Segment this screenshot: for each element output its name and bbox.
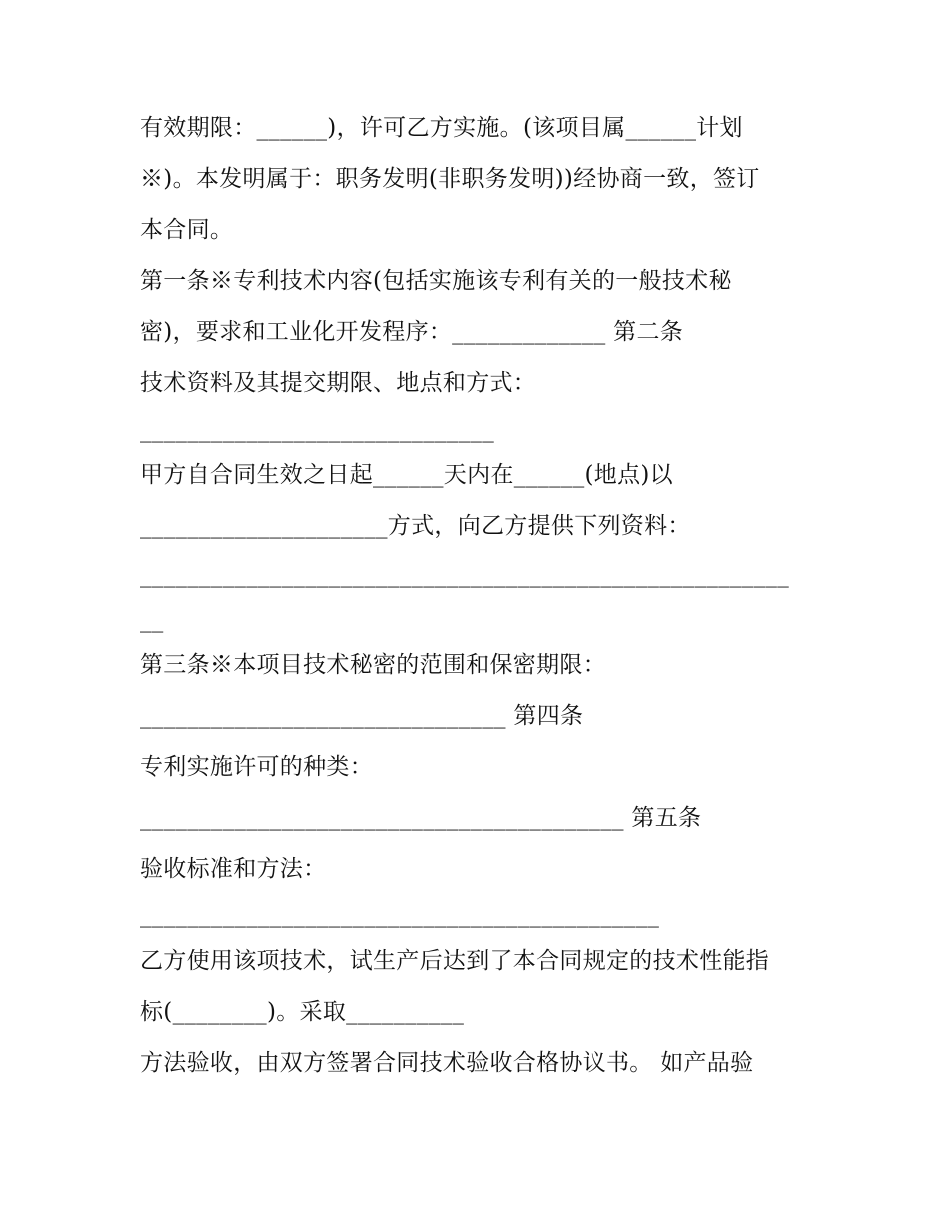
text-line: 密)，要求和工业化开发程序：_____________ 第二条 (140, 319, 684, 345)
text-line: 乙方使用该项技术，试生产后达到了本合同规定的技术性能指 (140, 948, 770, 974)
text-line: 方法验收，由双方签署合同技术验收合格协议书。 如产品验 (140, 1050, 754, 1076)
text-line: 甲方自合同生效之日起______天内在______(地点)以 (140, 462, 673, 488)
text-line: ※)。本发明属于：职务发明(非职务发明))经协商一致，签订 (140, 166, 760, 192)
blank-line: ______________________________ (140, 417, 494, 443)
text-line: _______________________________ 第四条 (140, 703, 584, 729)
blank-line: ____________________________________________ (140, 902, 660, 928)
text-line: 技术资料及其提交期限、地点和方式： (140, 370, 537, 396)
text-line: _____________________方式，向乙方提供下列资料： (140, 513, 691, 539)
text-line: _________________________________________ 第五条 (140, 805, 702, 831)
text-line: 验收标准和方法： (140, 856, 327, 882)
text-line: 第一条※专利技术内容(包括实施该专利有关的一般技术秘 (140, 268, 732, 294)
text-line: 标(________)。采取__________ (140, 999, 465, 1025)
text-line: 专利实施许可的种类： (140, 754, 373, 780)
blank-line: __ (140, 607, 164, 633)
text-line: 有效期限：______)，许可乙方实施。(该项目属______计划 (140, 115, 743, 141)
text-line: 第三条※本项目技术秘密的范围和保密期限： (140, 652, 606, 678)
blank-line: _______________________________________________________ (140, 562, 789, 588)
text-line: 本合同。 (140, 217, 234, 243)
